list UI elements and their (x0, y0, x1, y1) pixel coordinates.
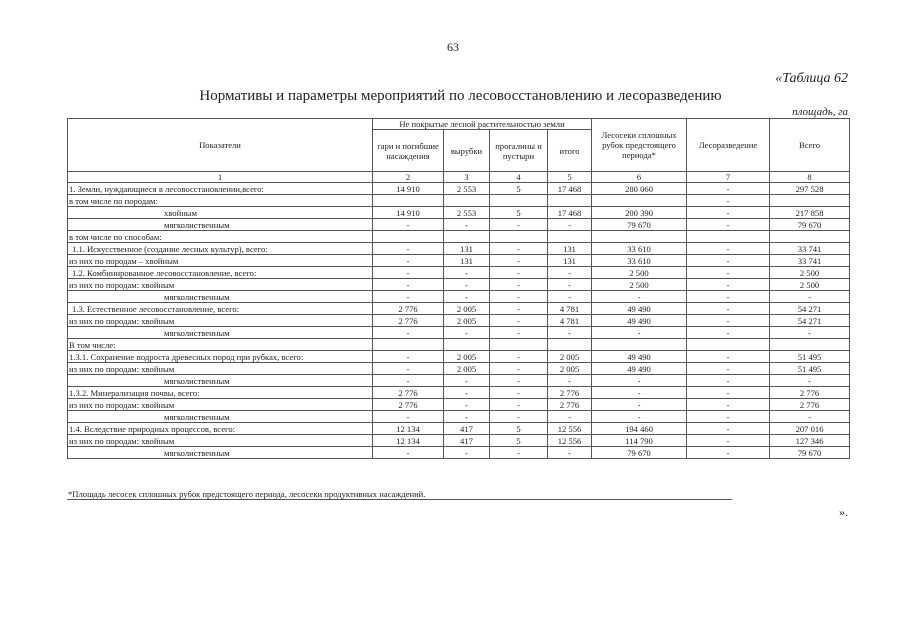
table-cell: - (687, 315, 770, 327)
table-cell: - (687, 423, 770, 435)
table-row (68, 375, 850, 387)
table-cell: - (373, 267, 444, 279)
table-cell: 49 490 (592, 351, 687, 363)
table-cell: 2 776 (770, 399, 850, 411)
table-cell: - (770, 375, 850, 387)
table-cell: 2 500 (592, 267, 687, 279)
table-cell: 2 776 (770, 387, 850, 399)
row-label: из них по породам: хвойным (68, 315, 373, 327)
table-cell: - (444, 375, 490, 387)
table-cell: - (373, 255, 444, 267)
header-indicators: Показатели (68, 119, 373, 172)
table-row (68, 255, 850, 267)
table-cell: - (592, 387, 687, 399)
table-cell: 79 670 (770, 219, 850, 231)
table-cell: - (592, 399, 687, 411)
table-row (68, 327, 850, 339)
table-cell: - (490, 351, 548, 363)
table-cell: 54 271 (770, 303, 850, 315)
table-cell (548, 231, 592, 243)
table-cell: - (444, 327, 490, 339)
row-label: из них по породам: хвойным (68, 363, 373, 375)
table-cell: - (444, 447, 490, 459)
table-row (68, 291, 850, 303)
table-cell: 114 790 (592, 435, 687, 447)
table-cell: - (444, 279, 490, 291)
footnote-divider (67, 499, 732, 500)
table-cell (490, 195, 548, 207)
table-cell: - (592, 375, 687, 387)
table-row (68, 219, 850, 231)
row-label: в том числе по способам: (68, 231, 373, 243)
table-cell: 33 741 (770, 255, 850, 267)
table-cell: - (687, 267, 770, 279)
table-cell: - (490, 399, 548, 411)
table-cell: - (444, 387, 490, 399)
table-cell: - (687, 435, 770, 447)
page-number: 63 (447, 40, 459, 54)
table-cell: - (687, 255, 770, 267)
table-cell: - (490, 279, 548, 291)
table-row (68, 411, 850, 423)
table-row (68, 267, 850, 279)
table-cell: 79 670 (770, 447, 850, 459)
row-label: из них по породам: хвойным (68, 399, 373, 411)
table-row (68, 303, 850, 315)
table-cell: - (687, 183, 770, 195)
table-cell: 33 610 (592, 255, 687, 267)
table-cell: - (548, 279, 592, 291)
table-row (68, 423, 850, 435)
row-label: в том числе по породам: (68, 195, 373, 207)
table-cell: - (687, 279, 770, 291)
table-cell: 2 005 (548, 351, 592, 363)
table-cell: - (373, 243, 444, 255)
table-cell: - (687, 411, 770, 423)
column-number: 4 (490, 172, 548, 183)
table-cell (490, 339, 548, 351)
table-cell: - (373, 375, 444, 387)
table-reference: «Таблица 62 (775, 71, 848, 86)
table-cell: - (444, 291, 490, 303)
column-number: 5 (548, 172, 592, 183)
header-glades: прогалины и пустыри (490, 130, 548, 172)
table-cell (548, 339, 592, 351)
row-label: В том числе: (68, 339, 373, 351)
table-cell: - (490, 303, 548, 315)
table-cell: 131 (548, 255, 592, 267)
table-cell: - (687, 195, 770, 207)
table-cell: - (687, 219, 770, 231)
table-cell (592, 195, 687, 207)
table-cell: 5 (490, 207, 548, 219)
unit-label: площадь, га (792, 106, 848, 118)
table-cell: - (373, 447, 444, 459)
table-cell: 280 060 (592, 183, 687, 195)
table-cell: 79 670 (592, 219, 687, 231)
table-row (68, 351, 850, 363)
row-label: из них по породам: хвойным (68, 279, 373, 291)
row-label: 1.3.1. Сохранение подроста древесных пород при рубках, всего: (68, 351, 373, 363)
table-cell (373, 195, 444, 207)
table-cell: 14 910 (373, 207, 444, 219)
table-cell: - (444, 399, 490, 411)
table-cell: 207 016 (770, 423, 850, 435)
table-cell (770, 231, 850, 243)
table-cell: - (548, 447, 592, 459)
table-cell: 217 858 (770, 207, 850, 219)
row-label: хвойным (68, 207, 373, 219)
table-cell: 131 (548, 243, 592, 255)
table-cell: - (770, 327, 850, 339)
table-cell: - (687, 363, 770, 375)
table-cell: 2 005 (444, 363, 490, 375)
table-cell: 2 500 (770, 279, 850, 291)
table-cell: 49 490 (592, 315, 687, 327)
table-cell: 2 005 (444, 351, 490, 363)
table-cell: - (490, 315, 548, 327)
table-cell: 2 776 (373, 387, 444, 399)
table-cell: 33 610 (592, 243, 687, 255)
table-cell: 12 556 (548, 423, 592, 435)
table-cell: 79 670 (592, 447, 687, 459)
table-cell: 17 468 (548, 207, 592, 219)
table-cell: - (373, 279, 444, 291)
table-row (68, 279, 850, 291)
table-cell: - (490, 219, 548, 231)
table-cell (687, 339, 770, 351)
column-number: 2 (373, 172, 444, 183)
table-cell: 417 (444, 423, 490, 435)
table-row (68, 207, 850, 219)
table-cell: - (490, 291, 548, 303)
table-cell: - (548, 219, 592, 231)
row-label: из них по породам: хвойным (68, 435, 373, 447)
header-total-all: Всего (770, 119, 850, 172)
row-label: 1.2. Комбинированное лесовосстановление, всего: (68, 267, 373, 279)
table-cell: - (490, 447, 548, 459)
table-cell: - (548, 291, 592, 303)
table-cell: - (592, 327, 687, 339)
row-label: мягколиственным (68, 291, 373, 303)
table-cell (687, 231, 770, 243)
table-cell: - (490, 363, 548, 375)
table-body (68, 183, 850, 459)
table-cell (592, 231, 687, 243)
row-label: мягколиственным (68, 447, 373, 459)
table-cell: - (373, 351, 444, 363)
table-cell: - (687, 207, 770, 219)
table-cell: 2 776 (548, 387, 592, 399)
table-cell (444, 231, 490, 243)
table-row (68, 447, 850, 459)
table-cell: 54 271 (770, 315, 850, 327)
table-cell: 2 776 (548, 399, 592, 411)
table-cell: 417 (444, 435, 490, 447)
table-cell: 2 500 (592, 279, 687, 291)
table-cell: - (548, 411, 592, 423)
table-cell: - (687, 243, 770, 255)
table-cell: - (687, 447, 770, 459)
table-cell: 12 556 (548, 435, 592, 447)
table-cell: 2 005 (444, 303, 490, 315)
table-cell: 5 (490, 183, 548, 195)
table-cell: 2 776 (373, 399, 444, 411)
row-label: 1.3.2. Минерализация почвы, всего: (68, 387, 373, 399)
table-cell: 200 390 (592, 207, 687, 219)
table-cell: 2 776 (373, 315, 444, 327)
table-cell: - (490, 243, 548, 255)
table-cell: 2 005 (444, 315, 490, 327)
table-cell: - (490, 267, 548, 279)
table-cell: - (770, 291, 850, 303)
table-cell: - (490, 411, 548, 423)
table-cell (592, 339, 687, 351)
table-row (68, 243, 850, 255)
table-cell: - (687, 351, 770, 363)
header-not-covered-group: Не покрытые лесной растительностью земли (373, 119, 592, 130)
row-label: мягколиственным (68, 219, 373, 231)
table-cell: - (770, 411, 850, 423)
table-row (68, 231, 850, 243)
table-cell: - (490, 375, 548, 387)
table-row (68, 363, 850, 375)
table-cell: - (687, 291, 770, 303)
table-cell: - (687, 399, 770, 411)
table-cell: 2 776 (373, 303, 444, 315)
header-afforestation: Лесоразведение (687, 119, 770, 172)
table-cell (770, 339, 850, 351)
column-number: 3 (444, 172, 490, 183)
table-row (68, 183, 850, 195)
table-cell: 14 910 (373, 183, 444, 195)
table-row (68, 315, 850, 327)
column-number: 1 (68, 172, 373, 183)
table-cell: - (490, 387, 548, 399)
table-cell: - (490, 255, 548, 267)
table-cell (444, 195, 490, 207)
table-cell (373, 231, 444, 243)
header-burns: гари и погибшие насаждения (373, 130, 444, 172)
table-row (68, 339, 850, 351)
header-clearcuts: Лесосеки сплошных рубок предстоящего периода* (592, 119, 687, 172)
table-cell: 51 495 (770, 351, 850, 363)
row-label: 1.1. Искусственное (создание лесных культур), всего: (68, 243, 373, 255)
data-table (67, 118, 850, 459)
table-cell: - (373, 327, 444, 339)
table-cell: 297 528 (770, 183, 850, 195)
table-cell: - (687, 387, 770, 399)
closing-quote: ». (839, 505, 848, 519)
table-cell: 17 468 (548, 183, 592, 195)
table-cell (490, 231, 548, 243)
table-cell: - (592, 411, 687, 423)
table-cell (548, 195, 592, 207)
table-row (68, 387, 850, 399)
table-cell: - (548, 375, 592, 387)
table-cell: - (548, 327, 592, 339)
header-total-nc: итого (548, 130, 592, 172)
table-cell (444, 339, 490, 351)
table-cell: 2 553 (444, 183, 490, 195)
table-cell: - (444, 411, 490, 423)
table-cell: 131 (444, 255, 490, 267)
row-label: 1.3. Естественное лесовосстановление, всего: (68, 303, 373, 315)
row-label: 1.4. Вследствие природных процессов, всего: (68, 423, 373, 435)
table-cell: - (444, 267, 490, 279)
table-title: Нормативы и параметры мероприятий по лесовосстановлению и лесоразведению (199, 88, 722, 104)
table-cell: 2 500 (770, 267, 850, 279)
table-cell: 4 781 (548, 303, 592, 315)
column-number: 6 (592, 172, 687, 183)
table-cell: 4 781 (548, 315, 592, 327)
row-label: мягколиственным (68, 327, 373, 339)
table-cell: 5 (490, 423, 548, 435)
table-cell (770, 195, 850, 207)
table-cell: 127 346 (770, 435, 850, 447)
column-number: 8 (770, 172, 850, 183)
table-cell: 2 553 (444, 207, 490, 219)
header-cuttings: вырубки (444, 130, 490, 172)
row-label: мягколиственным (68, 375, 373, 387)
table-cell: - (373, 219, 444, 231)
table-cell: - (373, 411, 444, 423)
table-cell: - (444, 219, 490, 231)
table-row (68, 399, 850, 411)
table-cell: 194 460 (592, 423, 687, 435)
table-cell: - (592, 291, 687, 303)
table-cell (373, 339, 444, 351)
table-cell: 49 490 (592, 363, 687, 375)
table-cell: 2 005 (548, 363, 592, 375)
table-cell: 12 134 (373, 423, 444, 435)
table-cell: - (490, 327, 548, 339)
column-number: 7 (687, 172, 770, 183)
table-cell: - (548, 267, 592, 279)
table-cell: - (687, 375, 770, 387)
table-cell: 51 495 (770, 363, 850, 375)
table-cell: 12 134 (373, 435, 444, 447)
table-row (68, 435, 850, 447)
row-label: 1. Земли, нуждающиеся в лесовосстановлении,всего: (68, 183, 373, 195)
row-label: мягколиственным (68, 411, 373, 423)
table-cell: 5 (490, 435, 548, 447)
table-cell: - (687, 303, 770, 315)
footnote: *Площадь лесосек сплошных рубок предстоящего периода, лесосеки продуктивных насаждений. (68, 489, 426, 499)
table-cell: - (373, 291, 444, 303)
row-label: из них по породам – хвойным (68, 255, 373, 267)
table-cell: 33 741 (770, 243, 850, 255)
table-cell: 49 490 (592, 303, 687, 315)
table-cell: - (687, 327, 770, 339)
table-cell: 131 (444, 243, 490, 255)
table-row (68, 195, 850, 207)
table-cell: - (373, 363, 444, 375)
